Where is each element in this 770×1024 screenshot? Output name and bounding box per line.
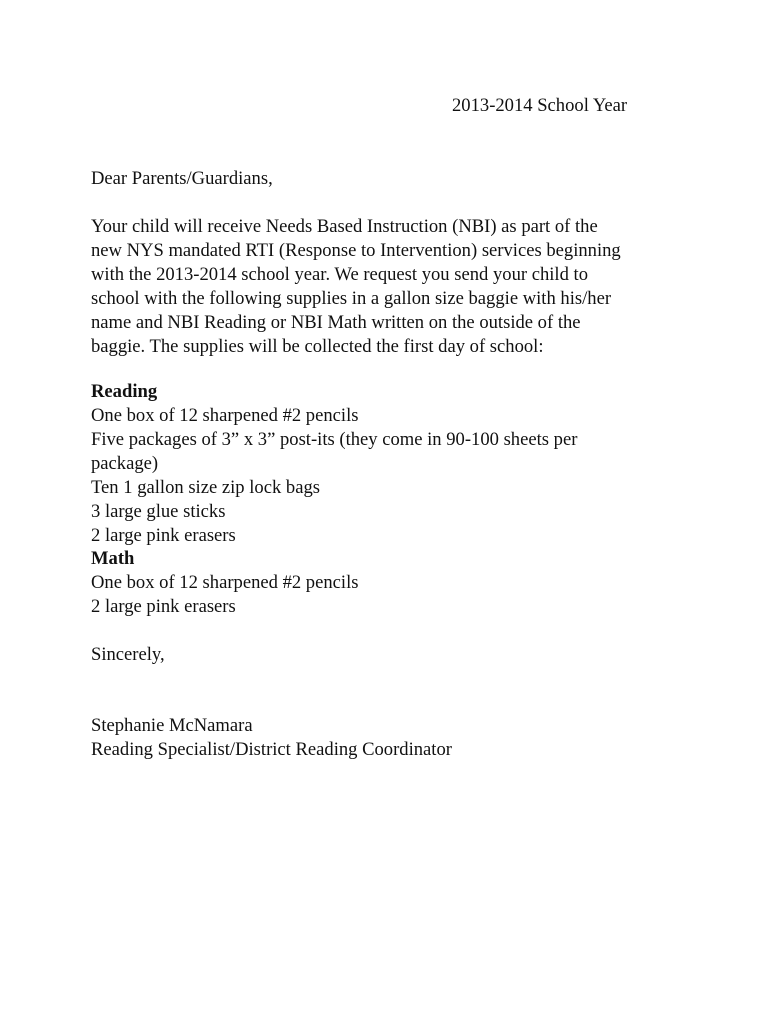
reading-item: Five packages of 3” x 3” post-its (they come in 90-100 sheets per — [91, 429, 578, 450]
body-line-6: baggie. The supplies will be collected the first day of school: — [91, 336, 544, 357]
reading-item: 3 large glue sticks — [91, 501, 226, 522]
reading-heading: Reading — [91, 381, 158, 402]
body-line-4: school with the following supplies in a gallon size baggie with his/her — [91, 288, 612, 309]
body-line-1: Your child will receive Needs Based Instruction (NBI) as part of the — [91, 216, 598, 237]
reading-item: One box of 12 sharpened #2 pencils — [91, 405, 359, 426]
salutation: Dear Parents/Guardians, — [91, 168, 273, 189]
closing: Sincerely, — [91, 644, 165, 665]
body-line-2: new NYS mandated RTI (Response to Intervention) services beginning — [91, 240, 621, 261]
signature-title: Reading Specialist/District Reading Coordinator — [91, 739, 452, 760]
school-year-heading: 2013-2014 School Year — [452, 95, 628, 116]
reading-item: package) — [91, 453, 159, 474]
reading-item: Ten 1 gallon size zip lock bags — [91, 477, 320, 498]
body-line-3: with the 2013-2014 school year. We request you send your child to — [91, 264, 589, 285]
math-heading: Math — [91, 548, 135, 569]
body-line-5: name and NBI Reading or NBI Math written on the outside of the — [91, 312, 581, 333]
reading-item: 2 large pink erasers — [91, 525, 236, 546]
signature-name: Stephanie McNamara — [91, 715, 253, 736]
math-item: 2 large pink erasers — [91, 596, 236, 617]
math-item: One box of 12 sharpened #2 pencils — [91, 572, 359, 593]
